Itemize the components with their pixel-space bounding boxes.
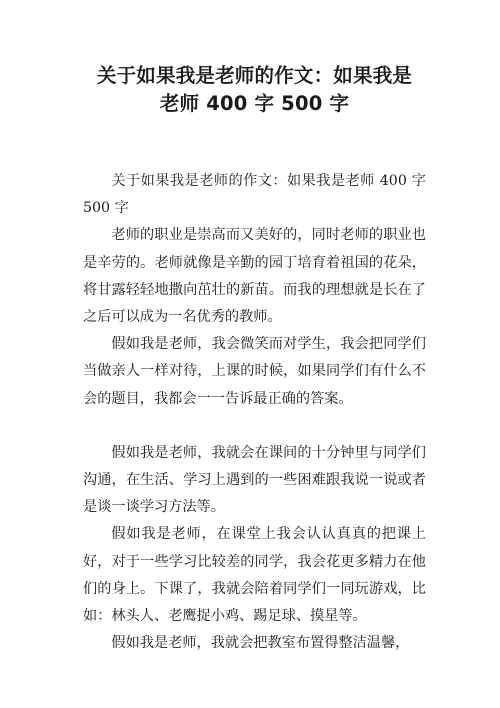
title-line-1: 关于如果我是老师的作文：如果我是 — [96, 64, 413, 87]
paragraph-decorate: 假如我是老师，我就会把教室布置得整洁温馨， — [111, 635, 410, 652]
paragraph-smile: 假如我是老师，我会微笑而对学生，我会把同学们当做亲人一样对待，上课的时候，如果同学们有什么不会的题目，我都会一一告诉最正确的答案。 — [83, 336, 426, 407]
paragraph-communicate: 假如我是老师，我就会在课间的十分钟里与同学们沟通，在生活、学习上遇到的一些困难跟我说一说或者是谈一谈学习方法等。 — [83, 444, 426, 516]
title-line-2: 老师 400 字 500 字 — [159, 92, 350, 115]
paragraph-profession: 老师的职业是崇高而又美好的，同时老师的职业也是辛劳的。老师就像是辛勤的园丁培育着祖国的花朵，将甘露轻轻地撒向茁壮的新苗。而我的理想就是长在了之后可以成为一名优秀的教师。 — [83, 227, 426, 326]
paragraph-intro: 关于如果我是老师的作文：如果我是老师 400 字 500 字 — [83, 173, 426, 217]
paragraph-classroom: 假如我是老师，在课堂上我会认认真真的把课上好，对于一些学习比较差的同学，我会花更多精力在他们的身上。下课了，我就会陪着同学们一同玩游戏，比如：林头人、老鹰捉小鸡、踢足球、摸星等。 — [83, 526, 426, 625]
document-body — [83, 168, 426, 657]
document-title — [75, 62, 434, 118]
